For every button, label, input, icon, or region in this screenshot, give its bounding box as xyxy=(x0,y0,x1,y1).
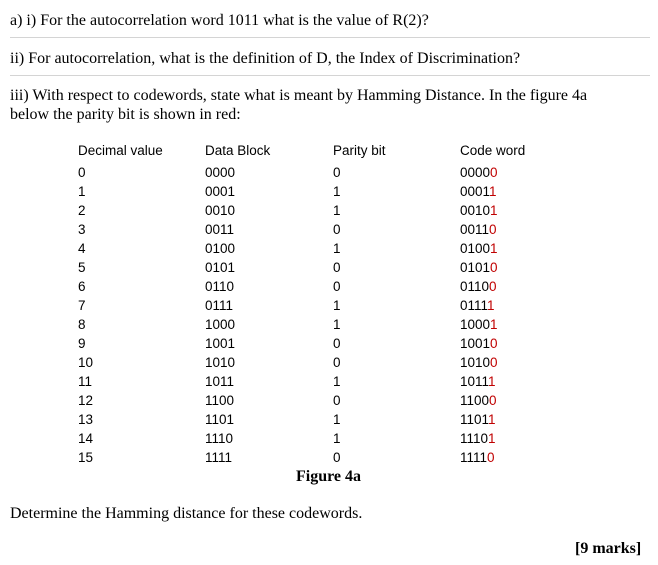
code-word-data-bits: 1101 xyxy=(460,412,489,427)
decimal-value-cell: 2 xyxy=(78,203,86,218)
code-word-cell xyxy=(460,222,497,237)
data-block-cell: 1111 xyxy=(205,450,233,465)
code-word-cell xyxy=(460,317,498,332)
parity-bit-cell: 0 xyxy=(333,165,341,180)
data-block-cell: 1001 xyxy=(205,336,236,351)
determine-instruction: Determine the Hamming distance for these codewords. xyxy=(10,505,363,522)
decimal-value-cell: 14 xyxy=(78,431,94,446)
parity-bit-cell: 1 xyxy=(333,412,341,427)
data-block-cell: 0001 xyxy=(205,184,236,199)
code-word-parity-bit: 1 xyxy=(490,317,498,332)
decimal-value-cell: 1 xyxy=(78,184,86,199)
question-a-iii-line2: below the parity bit is shown in red: xyxy=(10,106,241,123)
code-word-parity-bit: 0 xyxy=(490,165,498,180)
decimal-value-cell: 7 xyxy=(78,298,86,313)
decimal-value-cell: 4 xyxy=(78,241,86,256)
code-word-cell xyxy=(460,431,496,446)
code-word-cell xyxy=(460,165,498,180)
parity-bit-cell: 0 xyxy=(333,336,341,351)
decimal-value-cell: 10 xyxy=(78,355,94,370)
decimal-value-cell: 9 xyxy=(78,336,86,351)
data-block-cell: 0110 xyxy=(205,279,235,294)
decimal-value-cell: 5 xyxy=(78,260,86,275)
parity-bit-cell: 0 xyxy=(333,355,341,370)
decimal-value-cell: 15 xyxy=(78,450,94,465)
data-block-cell: 0011 xyxy=(205,222,235,237)
code-word-parity-bit: 1 xyxy=(489,184,497,199)
parity-bit-cell: 1 xyxy=(333,317,341,332)
decimal-value-cell: 6 xyxy=(78,279,86,294)
decimal-value-cell: 12 xyxy=(78,393,94,408)
parity-bit-cell: 1 xyxy=(333,374,341,389)
decimal-value-cell: 3 xyxy=(78,222,86,237)
parity-bit-cell: 1 xyxy=(333,241,341,256)
parity-bit-cell: 0 xyxy=(333,450,341,465)
code-word-data-bits: 1111 xyxy=(460,450,488,465)
parity-bit-cell: 1 xyxy=(333,298,341,313)
code-word-parity-bit: 0 xyxy=(489,393,497,408)
code-word-parity-bit: 0 xyxy=(490,355,498,370)
code-word-parity-bit: 1 xyxy=(490,203,498,218)
code-word-data-bits: 1011 xyxy=(460,374,489,389)
code-word-parity-bit: 0 xyxy=(490,336,498,351)
decimal-value-cell: 11 xyxy=(78,374,93,389)
code-word-cell xyxy=(460,412,496,427)
question-a-ii: ii) For autocorrelation, what is the definition of D, the Index of Discrimination? xyxy=(10,50,521,67)
code-word-cell xyxy=(460,241,498,256)
header-code-word: Code word xyxy=(460,143,526,158)
question-a-i: a) i) For the autocorrelation word 1011 what is the value of R(2)? xyxy=(10,12,429,29)
question-a-iii-line1: iii) With respect to codewords, state what is meant by Hamming Distance. In the figure 4a xyxy=(10,87,588,104)
data-block-cell: 0100 xyxy=(205,241,236,256)
data-block-cell: 1000 xyxy=(205,317,236,332)
data-block-cell: 0000 xyxy=(205,165,236,180)
header-parity-bit: Parity bit xyxy=(333,143,386,158)
code-word-cell xyxy=(460,203,498,218)
data-block-cell: 1010 xyxy=(205,355,236,370)
code-word-cell xyxy=(460,184,497,199)
parity-bit-cell: 0 xyxy=(333,279,341,294)
decimal-value-cell: 0 xyxy=(78,165,86,180)
data-block-cell: 0101 xyxy=(205,260,236,275)
data-block-cell: 1100 xyxy=(205,393,235,408)
data-block-cell: 0111 xyxy=(205,298,234,313)
code-word-data-bits: 1001 xyxy=(460,336,491,351)
code-word-cell xyxy=(460,374,496,389)
code-word-data-bits: 1110 xyxy=(460,431,489,446)
code-word-cell xyxy=(460,355,498,370)
code-word-cell xyxy=(460,336,498,351)
code-word-data-bits: 0100 xyxy=(460,241,491,256)
code-word-data-bits: 1100 xyxy=(460,393,490,408)
parity-bit-cell: 1 xyxy=(333,203,341,218)
data-block-cell: 1101 xyxy=(205,412,235,427)
code-word-cell xyxy=(460,393,497,408)
parity-bit-cell: 0 xyxy=(333,222,341,237)
divider xyxy=(10,75,650,76)
code-word-data-bits: 0010 xyxy=(460,203,491,218)
marks-label: [9 marks] xyxy=(575,540,642,557)
code-word-cell xyxy=(460,279,497,294)
parity-bit-cell: 0 xyxy=(333,393,341,408)
code-word-cell xyxy=(460,298,495,313)
code-word-parity-bit: 0 xyxy=(490,260,498,275)
code-word-data-bits: 0001 xyxy=(460,184,490,199)
code-word-data-bits: 0011 xyxy=(460,222,490,237)
code-word-parity-bit: 0 xyxy=(489,222,497,237)
code-word-parity-bit: 1 xyxy=(490,241,498,256)
figure-caption: Figure 4a xyxy=(296,468,362,485)
code-word-data-bits: 1010 xyxy=(460,355,491,370)
data-block-cell: 0010 xyxy=(205,203,236,218)
header-decimal-value: Decimal value xyxy=(78,143,163,158)
code-word-cell xyxy=(460,260,498,275)
code-word-cell xyxy=(460,450,495,465)
code-word-parity-bit: 0 xyxy=(487,450,495,465)
code-word-parity-bit: 1 xyxy=(488,374,496,389)
header-data-block: Data Block xyxy=(205,143,271,158)
parity-bit-cell: 0 xyxy=(333,260,341,275)
code-word-parity-bit: 0 xyxy=(489,279,497,294)
code-word-data-bits: 0110 xyxy=(460,279,490,294)
data-block-cell: 1011 xyxy=(205,374,235,389)
code-word-data-bits: 1000 xyxy=(460,317,491,332)
decimal-value-cell: 13 xyxy=(78,412,94,427)
divider xyxy=(10,37,650,38)
parity-bit-cell: 1 xyxy=(333,431,341,446)
data-block-cell: 1110 xyxy=(205,431,234,446)
code-word-parity-bit: 1 xyxy=(488,431,496,446)
parity-bit-cell: 1 xyxy=(333,184,341,199)
code-word-data-bits: 0000 xyxy=(460,165,491,180)
code-word-data-bits: 0111 xyxy=(460,298,488,313)
code-word-parity-bit: 1 xyxy=(487,298,495,313)
code-word-parity-bit: 1 xyxy=(488,412,496,427)
code-word-data-bits: 0101 xyxy=(460,260,491,275)
decimal-value-cell: 8 xyxy=(78,317,86,332)
